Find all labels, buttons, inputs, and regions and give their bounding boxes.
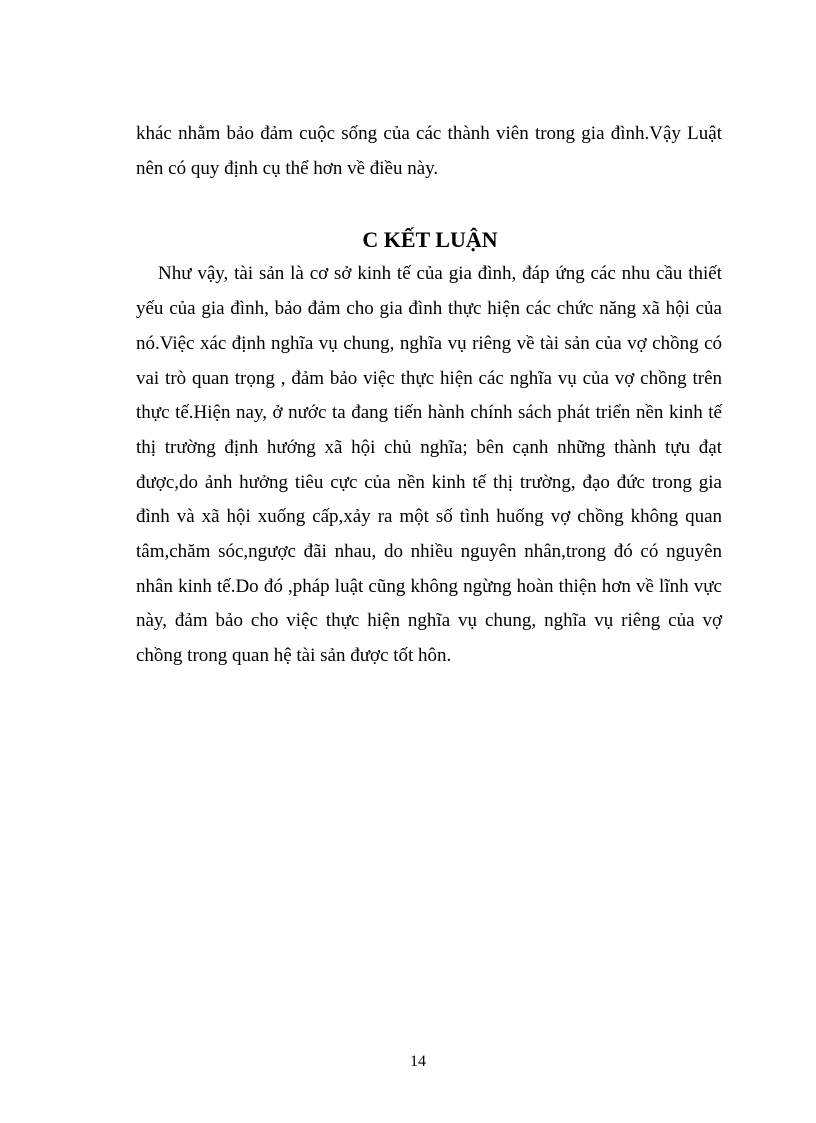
section-heading: C KẾT LUẬN	[362, 227, 498, 252]
intro-line-1: khác nhằm bảo đảm cuộc sống của các thành viên trong gia đình.Vậy Luật	[136, 123, 722, 144]
paragraph-line-7: được,do ảnh hưởng tiêu cực của nền kinh tế thị trường, đạo đức trong gia	[136, 472, 722, 493]
paragraph-line-11: này, đảm bảo cho việc thực hiện nghĩa vụ chung, nghĩa vụ riêng của vợ	[136, 610, 722, 631]
paragraph-line-3: nó.Việc xác định nghĩa vụ chung, nghĩa vụ riêng về tài sản của vợ chồng có	[136, 333, 722, 354]
paragraph-line-4: vai trò quan trọng , đảm bảo việc thực hiện các nghĩa vụ của vợ chồng trên	[136, 368, 722, 389]
paragraph-line-8: đình và xã hội xuống cấp,xảy ra một số tình huống vợ chồng không quan	[136, 506, 722, 527]
paragraph-line-5: thực tế.Hiện nay, ở nước ta đang tiến hành chính sách phát triển nền kinh tế	[136, 402, 722, 423]
paragraph-line-2: yếu của gia đình, bảo đảm cho gia đình thực hiện các chức năng xã hội của	[136, 298, 722, 319]
paragraph-line-9: tâm,chăm sóc,ngược đãi nhau, do nhiều nguyên nhân,trong đó có nguyên	[136, 541, 722, 562]
paragraph-line-6: thị trường định hướng xã hội chủ nghĩa; bên cạnh những thành tựu đạt	[136, 437, 722, 458]
paragraph-line-1: Như vậy, tài sản là cơ sở kinh tế của gia đình, đáp ứng các nhu cầu thiết	[158, 263, 722, 284]
paragraph-line-12: chồng trong quan hệ tài sản được tốt hôn.	[136, 645, 452, 666]
intro-line-2: nên có quy định cụ thể hơn về điều này.	[136, 158, 439, 179]
paragraph-line-10: nhân kinh tế.Do đó ,pháp luật cũng không ngừng hoàn thiện hơn về lĩnh vực	[136, 576, 722, 597]
page-number: 14	[410, 1053, 426, 1070]
